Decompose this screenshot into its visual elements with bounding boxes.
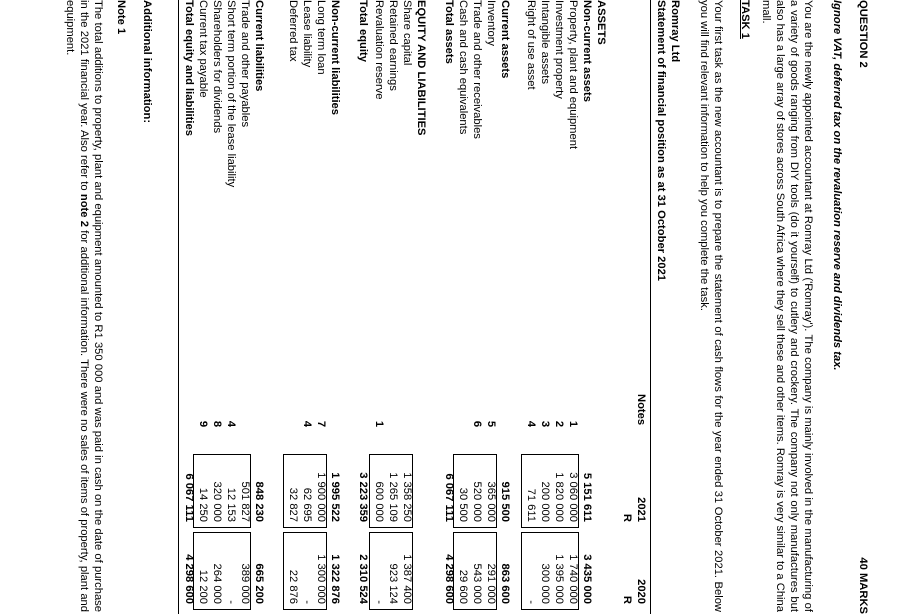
row-2020: 264 000	[211, 563, 223, 604]
row-label: Retained earnings	[387, 0, 399, 91]
row-2020: -	[225, 600, 237, 604]
row-label: Current tax payable	[197, 0, 209, 98]
note-1-paragraph	[63, 0, 105, 612]
row-2020: 1 395 000	[553, 554, 565, 604]
task-heading: TASK 1	[739, 0, 751, 39]
statement-title: Statement of financial position as at 31 October 2021	[655, 0, 667, 282]
year-2020-header: 2020	[635, 579, 647, 604]
assets-heading: ASSETS	[595, 0, 607, 45]
row-2021: 320 000	[211, 481, 223, 522]
row-2021: 14 250	[197, 487, 209, 522]
notes-column-header: Notes	[635, 394, 647, 426]
row-note: 6	[471, 420, 483, 428]
row-2020: 22 876	[287, 569, 299, 604]
row-label: Investment property	[553, 0, 565, 99]
row-2020: -	[373, 600, 385, 604]
row-2020: 1 387 400	[401, 554, 413, 604]
row-2020: 1 740 000	[567, 554, 579, 604]
currency-2021: R	[621, 513, 633, 522]
row-label: Short term portion of the lease liability	[225, 0, 237, 188]
current-liabilities-2021: 848 230	[253, 481, 265, 522]
question-subtitle: Ignore VAT, deferred tax on the revaluation reserve and dividends tax.	[831, 0, 843, 371]
row-2021: 365 000	[485, 481, 497, 522]
marks-label: 40 MARKS	[857, 557, 869, 614]
row-note: 4	[225, 420, 237, 428]
row-label: Inventory	[485, 0, 497, 47]
row-2021: 32 827	[287, 487, 299, 522]
row-label: Property, plant and equipment	[567, 0, 579, 150]
row-2020: 12 200	[197, 569, 209, 604]
note-1-heading: Note 1	[115, 0, 127, 35]
row-note: 4	[525, 420, 537, 428]
noncurrent-assets-label: Non-current assets	[581, 0, 593, 102]
row-label: Share capital	[401, 0, 413, 66]
intro-paragraph: You are the newly appointed accountant at Romray Ltd ('Romray'). The company is mainly involved in the manufacturing of a variety of goods ranging from DIY tools (do it yourself) to cutlery and crockery. The company not only manufactures but also has a large array of stores across South Africa where they sell these and other items. Romray is very similar to a China mall.	[760, 0, 814, 612]
row-2021: 12 153	[225, 487, 237, 522]
row-label: Trade and other payables	[239, 0, 251, 128]
row-2021: 600 000	[373, 481, 385, 522]
row-note: 9	[197, 420, 209, 428]
equity-liabilities-heading: EQUITY AND LIABILITIES	[415, 0, 427, 136]
row-note: 4	[301, 420, 313, 428]
current-assets-label: Current assets	[499, 0, 511, 79]
row-2020: 300 000	[539, 563, 551, 604]
note-1-text-start: The total additions to property, plant and equipment amounted to R1 350 000 and was paid in cash on the date of purchase in the 2021 financial year. Also refer to	[78, 0, 104, 612]
noncurrent-liabilities-label: Non-current liabilities	[329, 0, 341, 115]
row-2021: 1 265 109	[387, 472, 399, 522]
row-label: Trade and other receivables	[471, 0, 483, 139]
row-2021: 1 358 250	[401, 472, 413, 522]
row-note: 3	[539, 420, 551, 428]
task-paragraph: Your first task as the new accountant is to prepare the statement of cash flows for the year ended 31 October 2021. Below you will find relevant information to help you complete the task.	[698, 0, 724, 612]
statement-top-rule	[650, 0, 651, 614]
row-2021: 71 611	[525, 488, 537, 522]
row-label: Shareholders for dividends	[211, 0, 223, 134]
total-equity-2021: 3 223 359	[357, 472, 369, 522]
row-2021: 520 000	[471, 481, 483, 522]
note-1-text-end: for additional information. There were no sales of items of property, plant and equipment.	[64, 0, 90, 612]
row-label: Right of use asset	[525, 0, 537, 90]
noncurrent-liabilities-2021: 1 995 522	[329, 472, 341, 522]
noncurrent-assets-2020: 3 435 000	[581, 554, 593, 604]
row-2021: 1 820 000	[553, 472, 565, 522]
current-assets-2021: 915 500	[499, 481, 511, 522]
row-2021: 501 827	[239, 481, 251, 522]
additional-info-heading: Additional information:	[141, 0, 153, 124]
current-liabilities-label: Current liabilities	[253, 0, 265, 92]
total-equity-label: Total equity	[357, 0, 369, 62]
row-2021: 1 900 000	[315, 472, 327, 522]
row-note: 5	[485, 420, 497, 428]
total-equity-liabilities-label: Total equity and liabilities	[183, 0, 195, 136]
row-note: 7	[315, 420, 327, 428]
total-equity-liabilities-2020: 4 298 600	[183, 554, 195, 604]
row-2021: 200 000	[539, 481, 551, 522]
row-2021: 62 695	[301, 487, 313, 522]
row-note: 2	[553, 420, 565, 428]
current-assets-2020: 863 600	[499, 563, 511, 604]
row-label: Long term loan	[315, 0, 327, 75]
currency-2020: R	[621, 595, 633, 604]
row-note: 1	[373, 420, 385, 428]
row-note: 8	[211, 420, 223, 428]
total-assets-2021: 6 067 111	[443, 473, 455, 522]
row-label: Lease liability	[301, 0, 313, 68]
row-label: Cash and cash equivalents	[457, 0, 469, 135]
row-note: 1	[567, 420, 579, 428]
noncurrent-liabilities-2020: 1 322 876	[329, 554, 341, 604]
row-2020: -	[301, 600, 313, 604]
question-heading: QUESTION 2	[857, 0, 869, 68]
row-2021: 30 500	[457, 487, 469, 522]
total-assets-label: Total assets	[443, 0, 455, 64]
total-assets-2020: 4 298 600	[443, 554, 455, 604]
row-label: Intangible assets	[539, 0, 551, 84]
total-equity-liabilities-2021: 6 067 111	[183, 473, 195, 522]
row-2020: -	[525, 600, 537, 604]
note-2-reference: note 2	[78, 193, 90, 227]
row-label: Deferred tax	[287, 0, 299, 62]
row-2020: 291 000	[485, 563, 497, 604]
total-equity-2020: 2 310 524	[357, 554, 369, 604]
year-2021-header: 2021	[635, 497, 647, 522]
statement-bottom-rule	[178, 0, 179, 614]
row-2020: 1 300 000	[315, 554, 327, 604]
company-name: Romray Ltd	[669, 0, 681, 63]
row-2020: 923 124	[387, 563, 399, 604]
current-liabilities-2020: 665 200	[253, 563, 265, 604]
row-2020: 389 000	[239, 563, 251, 604]
row-label: Revaluation reserve	[373, 0, 385, 100]
row-2021: 3 060 000	[567, 472, 579, 522]
row-2020: 29 600	[457, 569, 469, 604]
row-2020: 543 000	[471, 563, 483, 604]
noncurrent-assets-2021: 5 151 611	[581, 472, 593, 522]
